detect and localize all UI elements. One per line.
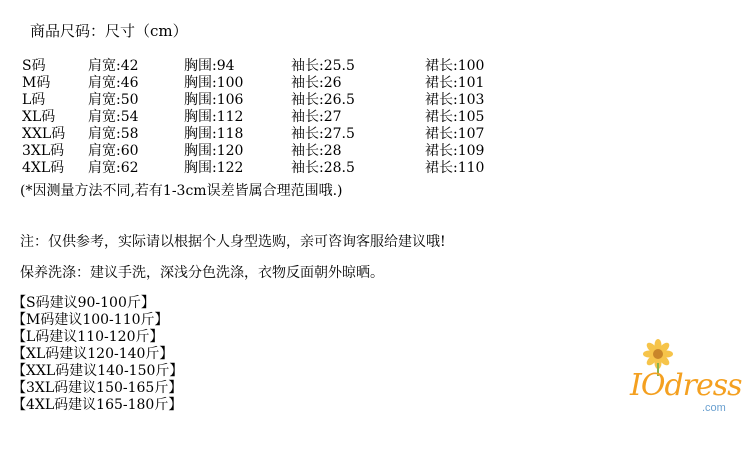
sleeve-length: 袖长:26.5 [291, 92, 355, 108]
weight-suggestion-item: 【XXL码建议140-150斤】 [12, 363, 184, 379]
skirt-length: 裙长:101 [425, 75, 485, 91]
skirt-length: 裙长:107 [425, 126, 485, 142]
chest-girth: 胸围:120 [184, 143, 244, 159]
size-label: M码 [22, 75, 51, 91]
weight-suggestions [12, 292, 183, 411]
chest-girth: 胸围:106 [184, 92, 244, 108]
logo-wordmark: IOdress [630, 368, 742, 403]
shoulder-width: 肩宽:62 [88, 160, 139, 176]
skirt-length: 裙长:110 [425, 160, 485, 176]
sleeve-length: 袖长:27 [291, 109, 342, 125]
brand-logo [624, 336, 742, 421]
care-instructions: 保养洗涤：建议手洗，深浅分色洗涤，衣物反面朝外晾晒。 [20, 265, 384, 281]
chest-girth: 胸围:118 [184, 126, 244, 142]
skirt-length: 裙长:103 [425, 92, 485, 108]
weight-suggestion-item: 【3XL码建议150-165斤】 [12, 380, 183, 396]
sleeve-length: 袖长:28.5 [291, 160, 355, 176]
sleeve-length: 袖长:28 [291, 143, 342, 159]
sleeve-length: 袖长:26 [291, 75, 342, 91]
shoulder-width: 肩宽:46 [88, 75, 139, 91]
size-chart-title: 商品尺码：尺寸（cm） [30, 22, 188, 40]
sleeve-length: 袖长:25.5 [291, 58, 355, 74]
chest-girth: 胸围:112 [184, 109, 244, 125]
chest-girth: 胸围:100 [184, 75, 244, 91]
shoulder-width: 肩宽:60 [88, 143, 139, 159]
size-label: L码 [22, 92, 46, 108]
weight-suggestion-item: 【L码建议110-120斤】 [12, 329, 164, 345]
size-label: XL码 [22, 109, 56, 125]
advice-note: 注：仅供参考，实际请以根据个人身型选购，亲可咨询客服给建议哦! [20, 234, 446, 250]
shoulder-width: 肩宽:58 [88, 126, 139, 142]
chest-girth: 胸围:122 [184, 160, 244, 176]
measurement-note: (*因测量方法不同,若有1-3cm误差皆属合理范围哦.) [20, 183, 343, 199]
skirt-length: 裙长:109 [425, 143, 485, 159]
weight-suggestion-item: 【XL码建议120-140斤】 [12, 346, 174, 362]
shoulder-width: 肩宽:42 [88, 58, 139, 74]
skirt-length: 裙长:105 [425, 109, 485, 125]
size-label: S码 [22, 58, 46, 74]
shoulder-width: 肩宽:54 [88, 109, 139, 125]
logo-domain-suffix: .com [702, 402, 726, 414]
weight-suggestion-item: 【S码建议90-100斤】 [12, 295, 155, 311]
shoulder-width: 肩宽:50 [88, 92, 139, 108]
skirt-length: 裙长:100 [425, 58, 485, 74]
size-label: XXL码 [22, 126, 66, 142]
chest-girth: 胸围:94 [184, 58, 235, 74]
sleeve-length: 袖长:27.5 [291, 126, 355, 142]
weight-suggestion-item: 【M码建议100-110斤】 [12, 312, 169, 328]
size-label: 3XL码 [22, 143, 65, 159]
size-label: 4XL码 [22, 160, 65, 176]
weight-suggestion-item: 【4XL码建议165-180斤】 [12, 397, 183, 413]
